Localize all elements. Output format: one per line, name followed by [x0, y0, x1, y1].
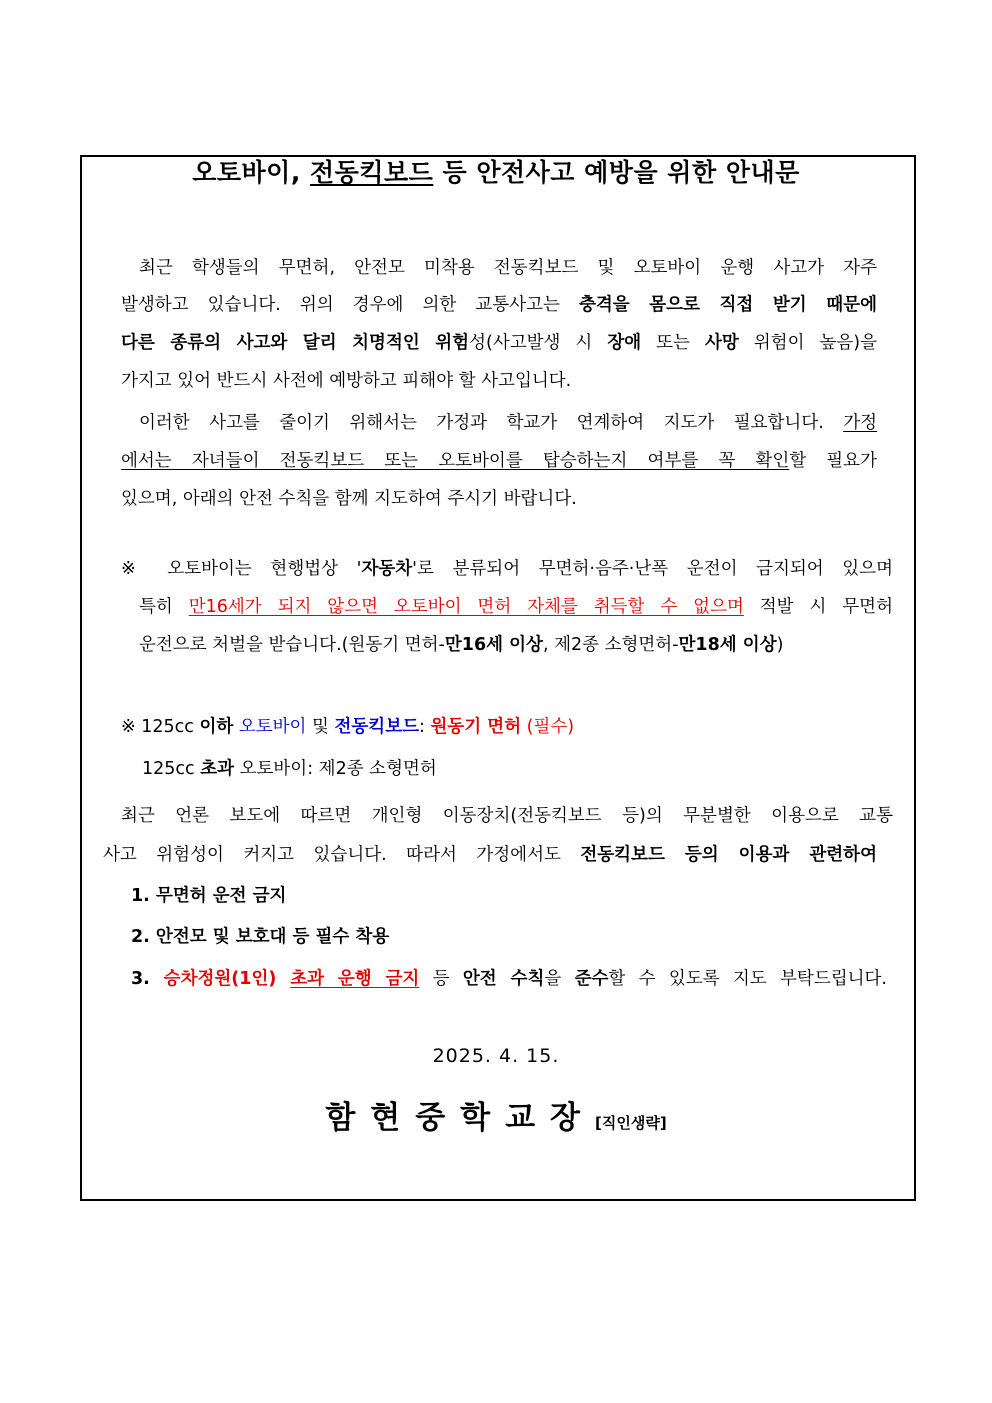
note-line: ※ 오토바이는 현행법상 '자동차'로 분류되어 무면허·음주·난폭 운전이 금지되어 있으며: [121, 559, 893, 579]
rule-item: 2. 안전모 및 보호대 등 필수 착용: [131, 927, 390, 947]
title-part: 오토바이,: [192, 158, 311, 187]
rule-item: 1. 무면허 운전 금지: [131, 886, 287, 906]
intro-line: 발생하고 있습니다. 위의 경우에 의한 교통사고는 충격을 몸으로 직접 받기 때문에: [121, 295, 877, 315]
rule-item: 3. 승차정원(1인) 초과 운행 금지 등 안전 수칙을 준수할 수 있도록 지도 부탁드립니다.: [131, 969, 887, 989]
notice-date: 2025. 4. 15.: [432, 1045, 560, 1067]
note-line: ※ 125cc 이하 오토바이 및 전동킥보드: 원동기 면허 (필수): [121, 717, 575, 737]
page-title: [0, 158, 992, 188]
signature-block: [0, 1098, 992, 1143]
outro-line: 사고 위험성이 커지고 있습니다. 따라서 가정에서도 전동킥보드 등의 이용과 관련하여: [103, 845, 877, 865]
intro-line: 이러한 사고를 줄이기 위해서는 가정과 학교가 연계하여 지도가 필요합니다. 가정: [139, 413, 877, 433]
intro-line: 최근 학생들의 무면허, 안전모 미착용 전동킥보드 및 오토바이 운행 사고가 자주: [139, 258, 877, 278]
intro-line: 있으며, 아래의 안전 수칙을 함께 지도하여 주시기 바랍니다.: [121, 489, 577, 509]
title-part: 등 안전사고 예방을 위한 안내문: [433, 158, 800, 187]
note-line: 특히 만16세가 되지 않으면 오토바이 면허 자체를 취득할 수 없으며 적발 시 무면허: [139, 597, 893, 617]
note-line: 125cc 초과 오토바이: 제2종 소형면허: [142, 759, 437, 779]
note-line: 운전으로 처벌을 받습니다.(원동기 면허-만16세 이상, 제2종 소형면허-만18세 이상): [139, 635, 784, 655]
seal-omitted-note: [직인생략]: [595, 1114, 667, 1132]
intro-line: 에서는 자녀들이 전동킥보드 또는 오토바이를 탑승하는지 여부를 꼭 확인할 필요가: [121, 451, 877, 471]
principal-title: 함현중학교장: [325, 1100, 595, 1136]
outro-line: 최근 언론 보도에 따르면 개인형 이동장치(전동킥보드 등)의 무분별한 이용으로 교통: [121, 806, 893, 826]
title-underlined-part: 전동킥보드: [310, 158, 434, 187]
intro-line: 다른 종류의 사고와 달리 치명적인 위험성(사고발생 시 장애 또는 사망 위험이 높음)을: [121, 333, 878, 353]
intro-line: 가지고 있어 반드시 사전에 예방하고 피해야 할 사고입니다.: [121, 371, 572, 391]
